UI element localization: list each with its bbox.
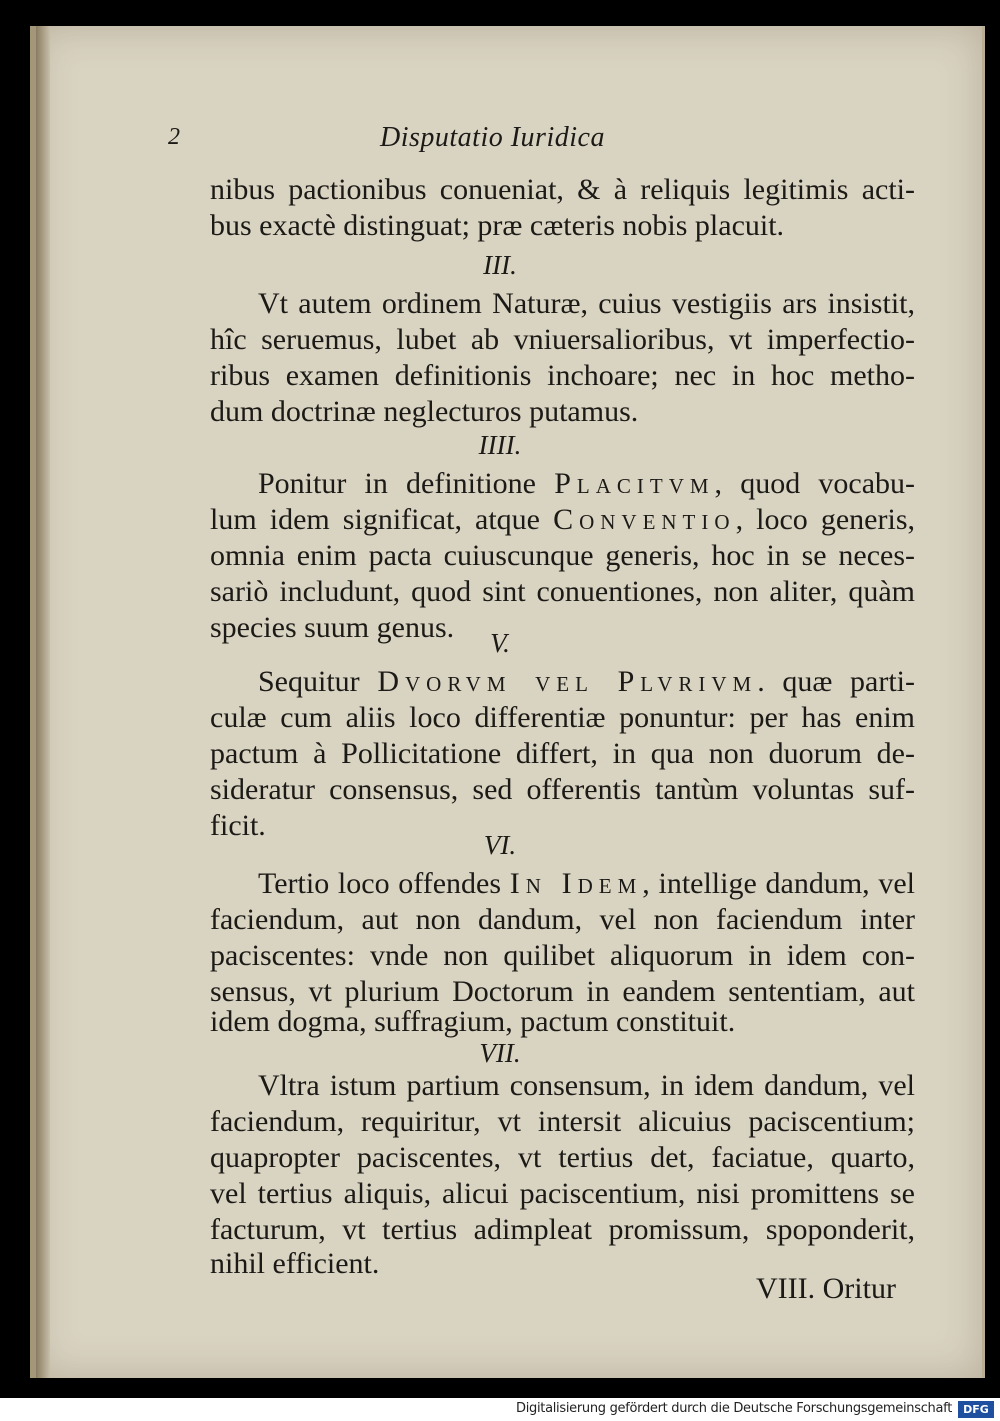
text-line: species suum genus. bbox=[210, 611, 455, 644]
text-line: culæ cum aliis loco differentiæ ponuntur: per has enim bbox=[210, 701, 915, 734]
text-line: paciscentes: vnde non quilibet aliquorum in idem con- bbox=[210, 939, 915, 972]
text-line: ficit. bbox=[210, 809, 266, 842]
page-number: 2 bbox=[168, 124, 180, 150]
text-line bbox=[258, 664, 915, 700]
text-run: Ponitur in definitione bbox=[258, 467, 536, 500]
catchword: VIII. Oritur bbox=[756, 1272, 896, 1305]
text-line: idem dogma, suffragium, pactum constituit. bbox=[210, 1005, 736, 1038]
running-head: Disputatio Iuridica bbox=[380, 122, 605, 153]
text-line: vel tertius aliquis, alicui paciscentium, nisi promittens se bbox=[210, 1177, 915, 1210]
text-run: lum idem significat, atque bbox=[210, 503, 540, 536]
text-line: faciendum, aut non dandum, vel non faciendum inter bbox=[210, 903, 915, 936]
section-numeral: VII. bbox=[479, 1038, 521, 1068]
section-numeral: VI. bbox=[483, 830, 517, 860]
footer-bar bbox=[0, 1398, 1000, 1421]
text-line: Vt autem ordinem Naturæ, cuius vestigiis ars insistit, bbox=[258, 287, 915, 320]
text-line: sideratur consensus, sed offerentis tantùm voluntas suf- bbox=[210, 773, 915, 806]
section-numeral: III. bbox=[483, 250, 517, 280]
text-line: ribus examen definitionis inchoare; nec in hoc metho- bbox=[210, 359, 915, 392]
text-line: pactum à Pollicitatione differt, in qua non duorum de- bbox=[210, 737, 915, 770]
small-caps-term: Conventio bbox=[553, 503, 736, 536]
text-line: Vltra istum partium consensum, in idem dandum, vel bbox=[258, 1069, 915, 1102]
text-run: , quod vocabu- bbox=[714, 467, 916, 500]
text-line: sensus, vt plurium Doctorum in eandem sententiam, aut bbox=[210, 975, 915, 1008]
text-line: dum doctrinæ neglecturos putamus. bbox=[210, 395, 639, 428]
text-line: nibus pactionibus conueniat, & à reliquis legitimis acti- bbox=[210, 173, 915, 206]
text-run: . quæ parti- bbox=[757, 665, 915, 698]
text-run: Tertio loco offendes bbox=[258, 867, 502, 900]
dfg-logo-icon: DFG bbox=[958, 1401, 994, 1418]
small-caps-term: Placitvm bbox=[554, 467, 715, 500]
text-line: facturum, vt tertius adimpleat promissum, spoponderit, bbox=[210, 1213, 915, 1246]
text-line: quapropter paciscentes, vt tertius det, faciatue, quarto, bbox=[210, 1141, 915, 1174]
text-line bbox=[258, 866, 915, 902]
small-caps-term: In Idem bbox=[509, 867, 643, 900]
text-line bbox=[258, 466, 915, 502]
text-line: omnia enim pacta cuiuscunque generis, hoc in se neces- bbox=[210, 539, 915, 572]
small-caps-term: Dvorvm vel Plvrivm bbox=[377, 665, 758, 698]
text-line: bus exactè distinguat; præ cæteris nobis placuit. bbox=[210, 209, 785, 242]
section-numeral: IIII. bbox=[478, 430, 522, 460]
section-numeral: V. bbox=[490, 628, 510, 658]
text-run: , loco generis, bbox=[735, 503, 915, 536]
text-run: Sequitur bbox=[258, 665, 360, 698]
text-line: sariò includunt, quod sint conuentiones, non aliter, quàm bbox=[210, 575, 915, 608]
text-line: faciendum, requiritur, vt intersit alicuius paciscentium; bbox=[210, 1105, 915, 1138]
text-line: hîc seruemus, lubet ab vniuersalioribus, vt imperfectio- bbox=[210, 323, 915, 356]
text-run: , intellige dandum, vel bbox=[642, 867, 916, 900]
text-line: nihil efficient. bbox=[210, 1247, 380, 1280]
funding-credit: Digitalisierung gefördert durch die Deutsche Forschungsgemeinschaft bbox=[516, 1401, 952, 1416]
text-line bbox=[210, 502, 915, 538]
